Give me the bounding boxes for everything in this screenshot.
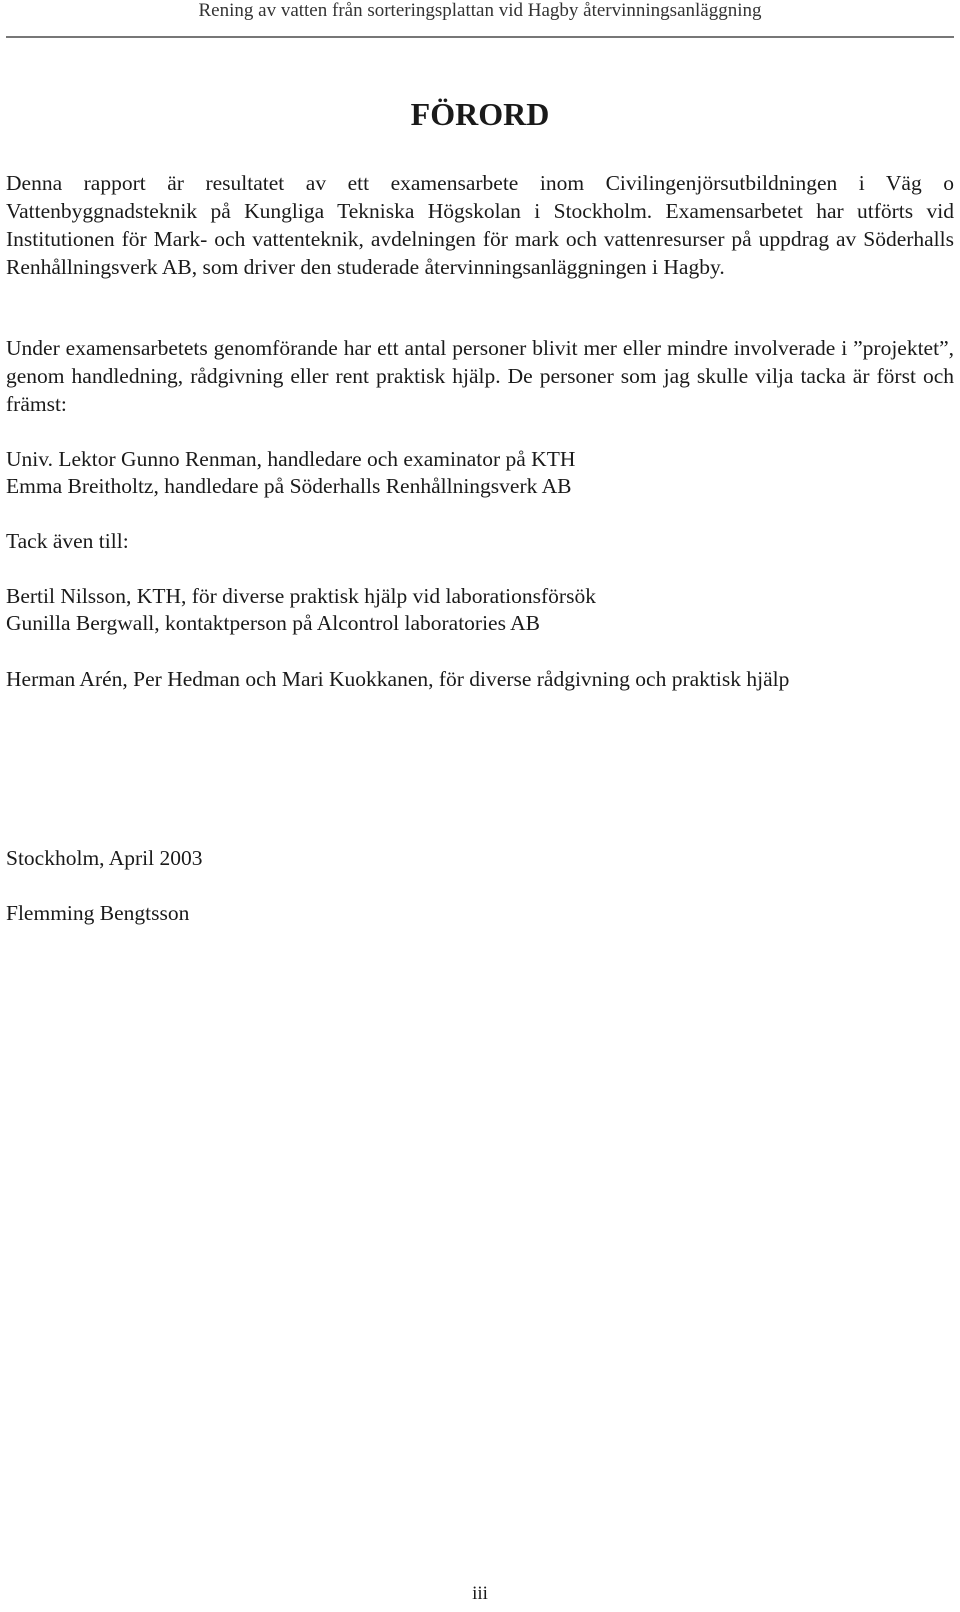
acknowledgement-intro-paragraph: Under examensarbetets genomförande har ett antal personer blivit mer eller mindre involverade i ”projektet”, genom handledning, rådgivning eller rent praktisk hjälp. De personer som jag skulle vilja tacka är först och främst: (6, 336, 954, 416)
intro-paragraph: Denna rapport är resultatet av ett examensarbete inom Civilingenjörsutbildningen i Väg o Vattenbyggnadsteknik på Kungliga Tekniska Högskolan i Stockholm. Examensarbetet har utförts vid Institutionen för Mark- och vattenteknik, avdelningen för mark och vattenresurser på uppdrag av Söderhalls Renhållningsverk AB, som driver den studerade återvinningsanläggningen i Hagby. (6, 171, 954, 279)
header-divider (6, 36, 954, 38)
thanks-also-label: Tack även till: (6, 529, 129, 553)
acknowledgement-line-lab-contact: Gunilla Bergwall, kontaktperson på Alcontrol laboratories AB (6, 611, 541, 635)
acknowledgement-line-company-supervisor: Emma Breitholtz, handledare på Söderhalls Renhållningsverk AB (6, 474, 572, 498)
page-number: iii (472, 1583, 488, 1604)
signature-place-date: Stockholm, April 2003 (6, 846, 203, 870)
running-header: Rening av vatten från sorteringsplattan vid Hagby återvinningsanläggning (198, 0, 762, 21)
acknowledgement-line-lab-help: Bertil Nilsson, KTH, för diverse praktisk hjälp vid laborationsförsök (6, 584, 596, 608)
acknowledgement-line-supervisor: Univ. Lektor Gunno Renman, handledare och examinator på KTH (6, 447, 576, 471)
signature-author: Flemming Bengtsson (6, 901, 190, 925)
page-title: FÖRORD (410, 96, 550, 132)
acknowledgement-line-advice: Herman Arén, Per Hedman och Mari Kuokkanen, för diverse rådgivning och praktisk hjälp (6, 667, 790, 691)
